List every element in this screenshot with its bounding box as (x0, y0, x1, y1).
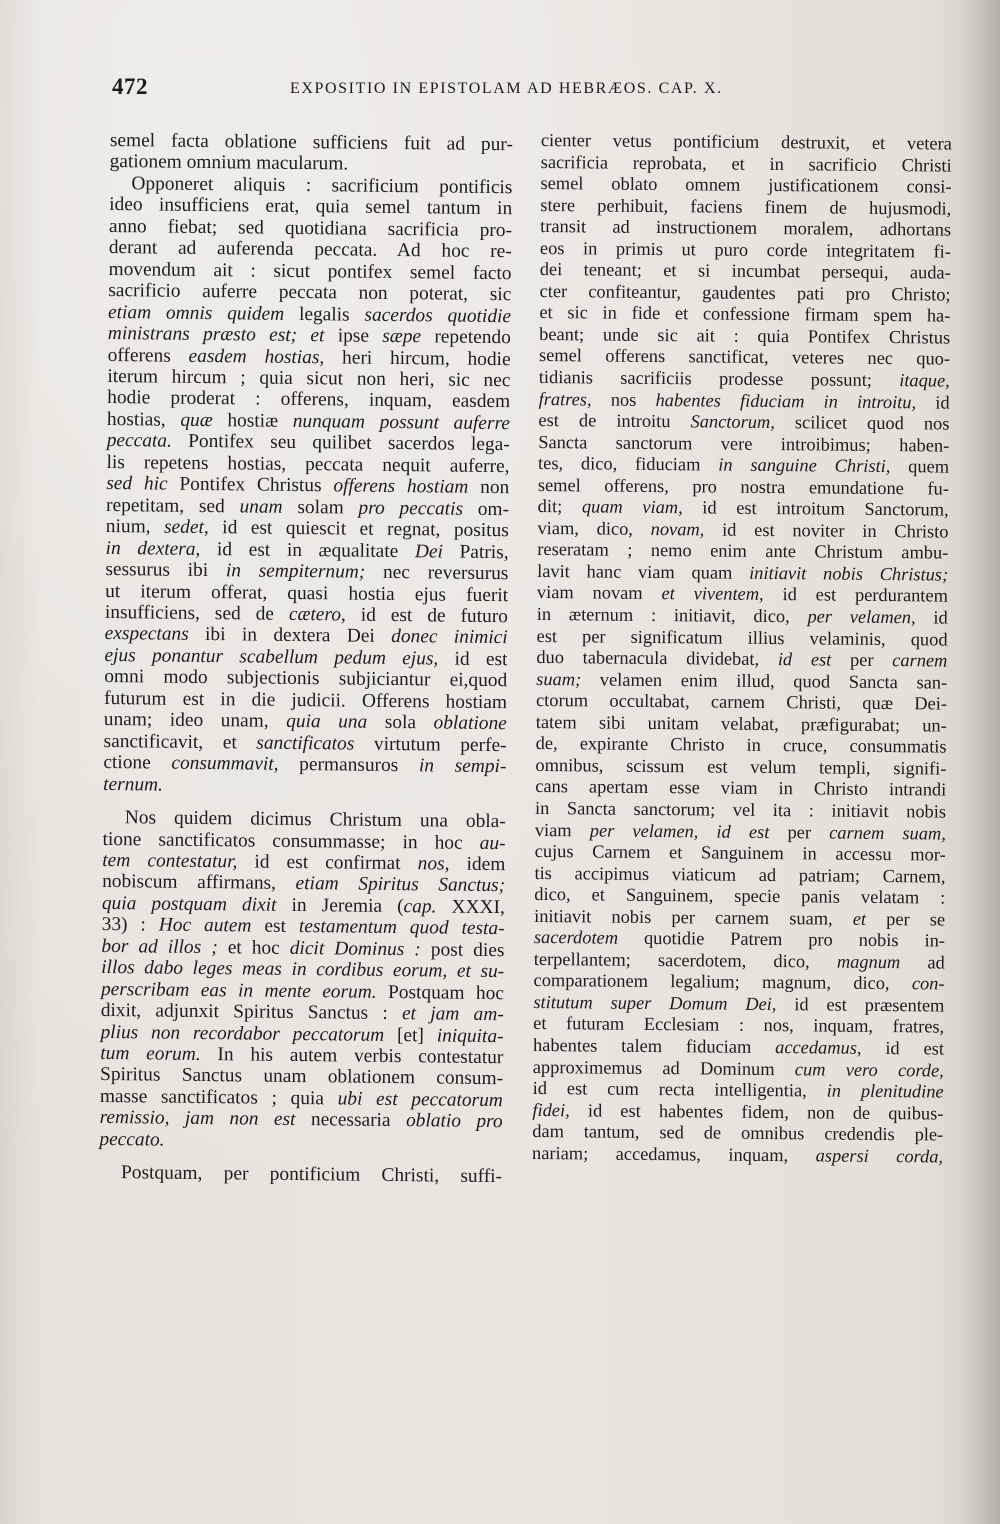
text-run: Postquam hoc (376, 981, 505, 1004)
page-header (112, 72, 802, 106)
italic-text: ejus ponantur scabellum pedum ejus, (104, 644, 439, 670)
text-run: Pontifex Christus (167, 473, 334, 497)
text-run: ideo insufficiens erat, quia semel tantum in (109, 194, 513, 220)
italic-text: carnem suam, (829, 822, 946, 844)
italic-text: plius non recordabor peccatorum (100, 1021, 385, 1046)
text-run: In his autem verbis contestatur (200, 1044, 504, 1069)
text-run: terpellantem; sacerdotem, dico, (533, 948, 837, 972)
text-run: nos (591, 389, 656, 410)
text-run: futurum est in die judicii. Offerens hostiam (103, 687, 508, 713)
text-run: id est de futuro (345, 604, 509, 628)
text-run: initiavit nobis per carnem suam, (534, 905, 853, 929)
text-run: sacrificio auferre peccata non poterat, sic (108, 280, 512, 306)
text-run: viam, dico, (537, 517, 651, 539)
text-run: semel offerens sanctificat, veteres nec quo- (538, 345, 951, 370)
text-run: in æternum : initiavit, dico, (536, 604, 808, 627)
text-run: gationem omnium macularum. (109, 151, 349, 175)
text-run: derant ad auferenda peccata. Ad hoc re- (108, 237, 512, 263)
text-run: tes, dico, fiduciam (538, 453, 719, 475)
text-run: semel offerens, pro nostra emundatione fu- (537, 474, 949, 499)
text-run: Nos quidem dicimus Christum una obla- (124, 807, 506, 833)
text-run: est (251, 915, 299, 938)
text-run: tatem sibi unitam velabat, præfigurabat; un- (535, 711, 947, 736)
text-run: ut iterum offerat, quasi hostia ejus fuerit (105, 580, 509, 606)
italic-text: iniquita- (436, 1025, 504, 1047)
italic-text: cum vero corde, (794, 1058, 944, 1081)
italic-text: peccato. (99, 1128, 165, 1151)
text-run: viam novam (536, 582, 662, 604)
italic-text: tem contestatur, (102, 849, 238, 873)
italic-text: etiam omnis quidem (107, 301, 285, 325)
right-text-column (532, 130, 952, 1168)
text-run: idem (449, 853, 506, 876)
text-line (103, 752, 506, 778)
italic-text: et jam am- (401, 1003, 504, 1026)
italic-text: per velamen, id est (589, 819, 770, 842)
italic-text: sed hic (106, 473, 168, 495)
italic-text: pro peccatis (358, 497, 464, 520)
italic-text: in dextera, (105, 537, 201, 560)
text-run: transit ad instructionem moralem, adhortans (540, 216, 952, 240)
text-run: nec reversurus (365, 561, 509, 585)
text-run: quotidie Patrem pro nobis in- (617, 927, 946, 951)
text-run: hostiæ (212, 409, 293, 432)
italic-text: nunquam possunt auferre (292, 410, 511, 435)
text-run: id est (438, 648, 508, 671)
text-run: sanctificavit, et (103, 730, 257, 754)
text-run: stere perhibuit, faciens finem de hujusmodi, (540, 194, 952, 219)
text-run: XXXI, (436, 896, 505, 919)
italic-text: et viventem, (661, 583, 764, 605)
italic-text: Sanctorum, (690, 411, 775, 433)
text-run: dico, et Sanguinem, specie panis velatam : (534, 884, 946, 908)
text-run: hodie proderat : offerens, inquam, easdem (107, 387, 511, 413)
italic-text: id est (777, 649, 832, 670)
running-head: EXPOSITIO IN EPISTOLAM AD HEBRÆOS. CAP. X. (290, 80, 723, 97)
text-run: non (468, 477, 510, 499)
italic-text: con- (911, 973, 945, 994)
italic-text: in sanguine Christi, (718, 454, 891, 477)
italic-text: in sempi- (418, 755, 507, 778)
text-run: sola (367, 711, 434, 734)
italic-text: etiam Spiritus Sanctus; (295, 873, 506, 897)
text-run: omnibus, scissum est velum templi, signifi- (535, 754, 947, 779)
text-run: ipse (324, 325, 383, 347)
text-run: semel oblato omnem justificationem consi- (540, 173, 952, 197)
text-run: viam (534, 819, 590, 840)
italic-text: exspectans (104, 623, 189, 646)
italic-text: suam; (536, 668, 582, 690)
italic-text: cap. (403, 895, 437, 918)
text-run: dam tantum, sed de omnibus credendis ple- (532, 1121, 944, 1145)
italic-text: sedet, (163, 516, 209, 539)
italic-text: quia postquam dixit (101, 892, 277, 916)
italic-text: cætero, (288, 603, 346, 626)
page-number: 472 (112, 74, 148, 99)
text-run: legalis (284, 303, 365, 326)
text-run: id est habentes fidem, non de quibus- (569, 1099, 944, 1124)
text-run: comparationem legalium; magnum, dico, (533, 970, 912, 994)
text-run: iterum hircum ; quia sicut non heri, sic nec (107, 365, 511, 392)
text-run: tis accipimus viaticum ad patriam; Carnem, (534, 862, 946, 887)
text-run: in Jeremia ( (276, 894, 404, 917)
italic-text: quam viam, (581, 496, 683, 518)
text-run: approximemus ad Dominum (532, 1056, 795, 1079)
text-run: et sic in fide et confessione firmam spem ha- (539, 302, 951, 326)
italic-text: easdem hostias, (188, 345, 325, 368)
text-run: nobiscum affirmans, (102, 871, 296, 895)
text-line (99, 1162, 502, 1188)
italic-text: sacerdotem (533, 927, 619, 948)
italic-text: illos (101, 957, 145, 979)
text-run: velamen enim illud, quod Sancta san- (581, 669, 948, 693)
text-run: in Sancta sanctorum; vel ita : initiavit nobis (534, 797, 947, 822)
text-run: sacrificia reprobata, et in sacrificio Christi (540, 151, 952, 176)
text-run: ad (900, 951, 945, 973)
text-run: offerens (107, 344, 189, 367)
text-run: cter confiteantur, gaudentes pati pro Christo; (539, 280, 951, 305)
text-run: nariam; accedamus, inquam, (531, 1142, 816, 1166)
spine-shadow (958, 0, 1000, 1524)
italic-text: offerens hostiam (333, 475, 469, 499)
text-run: id est quiescit et regnat, positus (208, 517, 509, 542)
italic-text: Dei (414, 540, 444, 563)
text-run: tidianis sacrificiis prodesse possunt; (538, 367, 900, 391)
italic-text: novam, (650, 518, 705, 540)
text-run: duo tabernacula dividebat, (536, 647, 778, 670)
text-run: movendum ait : sicut pontifex semel facto (108, 258, 512, 284)
text-run: de, expirante Christo in cruce, consummatis (535, 733, 947, 757)
text-run: ctione (103, 752, 172, 774)
italic-text: sæpe (382, 325, 422, 348)
italic-text: dabo leges meas in cordibus eorum, et su- (144, 957, 505, 983)
text-run: quem (890, 456, 950, 477)
text-run: tione sanctificatos consummasse; in hoc (102, 828, 480, 854)
text-run: semel facta oblatione sufficiens fuit ad pur- (109, 130, 513, 156)
italic-text: au- (479, 832, 506, 854)
text-run: cans apertam esse viam in Christo intrandi (535, 776, 947, 800)
text-run: Pontifex seu quilibet sacerdos lega- (171, 431, 510, 456)
text-run: id est cum recta intelligentia, (532, 1078, 827, 1101)
italic-text: Hoc autem (158, 914, 252, 937)
italic-text: aspersi corda, (815, 1145, 944, 1167)
italic-text: nos, (417, 853, 450, 875)
text-run: id (916, 391, 950, 413)
text-run: virtutum perfe- (354, 733, 507, 756)
text-line (532, 1143, 943, 1168)
italic-text: testamentum quod testa- (298, 916, 505, 940)
text-run: et futuram Ecclesiam : nos, inquam, fratres, (533, 1013, 945, 1037)
italic-text: itaque, (899, 370, 950, 391)
italic-text: per velamen, (807, 606, 916, 628)
italic-text: fidei, (532, 1099, 570, 1120)
italic-text: stitutum super Domum Dei, (533, 991, 777, 1014)
italic-text: consummavit, (171, 752, 279, 775)
text-run: hostias, (106, 408, 181, 431)
italic-text: initiavit nobis Christus; (749, 562, 949, 585)
text-run: id est noviter in Christo (704, 519, 949, 542)
text-run: Postquam, per pontificium Christi, suffi- (120, 1162, 503, 1188)
text-run: Patris, (442, 541, 509, 563)
text-run: anno fiebat; sed quotidiana sacrificia pro- (108, 215, 513, 242)
text-run: id est præsentem (776, 993, 945, 1016)
italic-text: unam (239, 496, 283, 518)
italic-text: perscribam eas in mente eorum. (100, 978, 377, 1003)
text-run: id est confirmat (237, 851, 418, 875)
italic-text: sacerdos quotidie (364, 304, 512, 327)
italic-text: ministrans præsto est; et (107, 323, 325, 347)
text-run: id (915, 607, 948, 628)
text-run: ctorum occultabat, carnem Christi, quæ Dei- (535, 690, 948, 714)
text-run: id est in æqualitate (200, 538, 416, 562)
italic-text: donec inimici (391, 626, 508, 649)
text-run: [et] (384, 1024, 437, 1047)
text-run: est de introitu (538, 410, 691, 432)
text-run: necessaria (295, 1109, 407, 1132)
text-run: Sancta sanctorum vere introibimus; haben- (538, 431, 950, 456)
italic-text: in sempiternum; (225, 560, 366, 583)
italic-text: ubi est peccatorum (337, 1088, 503, 1112)
text-run: per se (865, 908, 946, 930)
text-run: Spiritus Sanctus unam oblationem consum- (99, 1064, 504, 1090)
italic-text: oblatione (433, 712, 507, 735)
italic-text: fratres, (538, 388, 592, 410)
italic-text: peccata. (106, 430, 172, 453)
text-run: dit; (537, 496, 582, 517)
text-run: per (831, 649, 893, 671)
italic-text: quia una (286, 711, 368, 733)
text-run: unam; ideo unam, (103, 709, 287, 733)
text-run: 33) : (101, 914, 159, 936)
text-run: lis repetens hostias, peccata nequit auferre, (106, 451, 510, 477)
italic-text: tum eorum. (100, 1042, 201, 1066)
text-run: ibi in dextera Dei (188, 624, 392, 648)
text-run: repetendo (420, 326, 511, 349)
text-run: insufficiens, sed de (104, 601, 290, 625)
italic-text: ternum. (103, 773, 164, 796)
text-run: masse sanctificatos ; quia (99, 1085, 338, 1110)
text-run: cujus Carnem et Sanguinem in accessu mor- (534, 841, 946, 865)
text-run: om- (462, 498, 510, 520)
text-run: cienter vetus pontificium destruxit, et vetera (540, 130, 952, 154)
text-run: Opponeret aliquis : sacrificium pontificis (131, 173, 513, 199)
italic-text: et (852, 908, 867, 929)
italic-text: in plenitudine (826, 1080, 944, 1102)
text-run: nium, (105, 516, 165, 538)
left-text-column (99, 130, 513, 1188)
text-run: sessurus ibi (105, 559, 227, 582)
text-run: id est (861, 1037, 945, 1059)
text-run: reseratam ; nemo enim ante Christum ambu- (537, 539, 949, 563)
italic-text: oblatio pro (405, 1110, 503, 1133)
italic-text: habentes fiduciam in introitu, (655, 389, 917, 412)
italic-text: remissio, jam non est (99, 1107, 296, 1131)
text-run: scilicet quod nos (774, 412, 950, 434)
italic-text: accedamus, (775, 1037, 862, 1058)
italic-text: carnem (892, 650, 948, 671)
text-run: dei teneant; et si incumbat persequi, auda- (539, 259, 951, 283)
text-run: beant; unde sic ait : quia Pontifex Christus (539, 323, 951, 348)
text-run: eos in primis ut puro corde integritatem fi- (539, 237, 952, 262)
text-run: id est introitum Sanctorum, (682, 497, 949, 520)
italic-text: bor ad illos ; (101, 935, 218, 958)
italic-text: dicit Dominus : (289, 937, 421, 961)
text-run: est per significatum illius velaminis, quod (536, 625, 948, 650)
italic-text: sanctificatos (256, 732, 355, 755)
text-run: et hoc (217, 936, 290, 959)
italic-text: quæ (180, 409, 213, 431)
text-run: post dies (420, 939, 505, 961)
text-run: dixit, adjunxit Spiritus Sanctus : (100, 1000, 403, 1025)
text-run: lavit hanc viam quam (537, 560, 750, 583)
text-run: habentes talem fiduciam (532, 1034, 776, 1058)
italic-text: magnum (836, 951, 901, 972)
text-run: permansuros (278, 753, 420, 777)
text-run: solam (282, 496, 359, 519)
text-run: repetitam, sed (105, 494, 240, 518)
text-run: per (769, 821, 830, 843)
text-run: id est perdurantem (763, 584, 949, 607)
text-run: heri hircum, hodie (324, 346, 511, 370)
text-run: omni modo subjectionis subjiciantur ei,quod (104, 666, 508, 692)
